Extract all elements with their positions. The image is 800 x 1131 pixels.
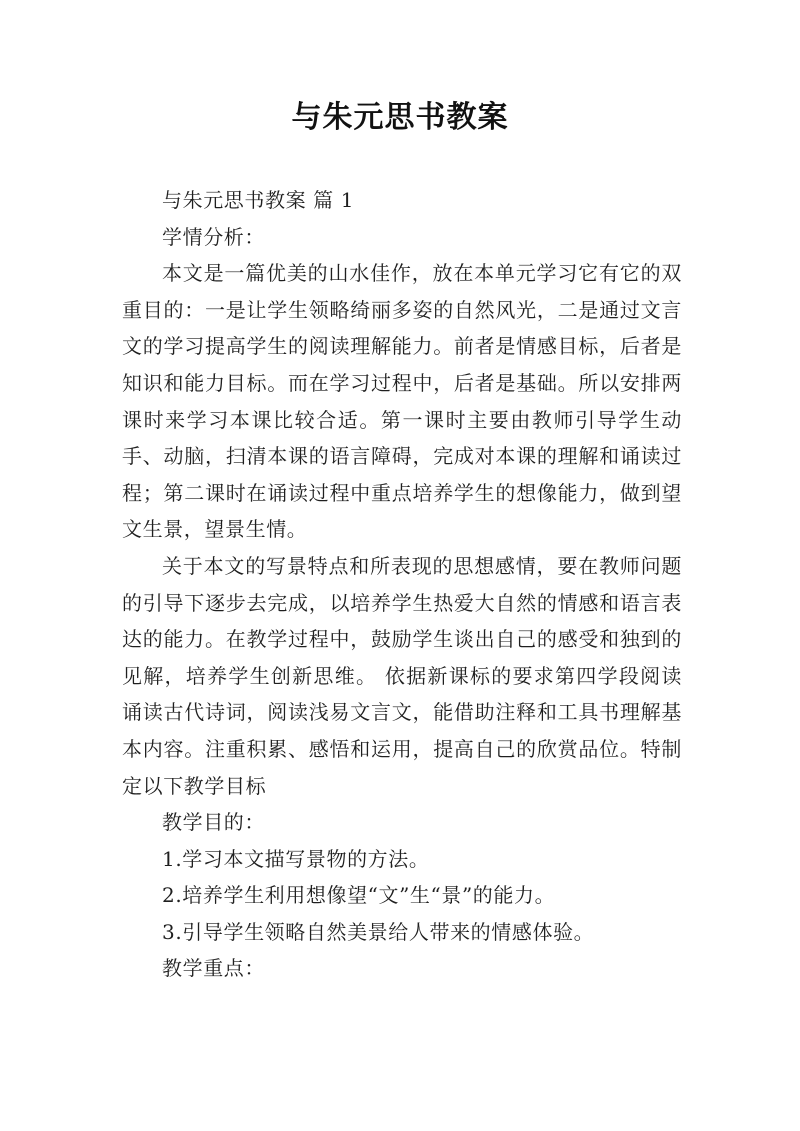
section-heading: 与朱元思书教案 篇 1	[162, 188, 355, 212]
key-points-heading: 教学重点：	[162, 956, 265, 981]
objective-item-3: 3.引导学生领略自然美景给人带来的情感体验。	[162, 919, 595, 944]
document-title: 与朱元思书教案	[291, 100, 509, 135]
document-body	[122, 182, 682, 987]
analysis-paragraph-1: 本文是一篇优美的山水佳作，放在本单元学习它有它的双重目的：一是让学生领略绮丽多姿的自然风光，二是通过文言文的学习提高学生的阅读理解能力。前者是情感目标，后者是知识和能力目标。而在学习过程中，后者是基础。所以安排两课时来学习本课比较合适。第一课时主要由教师引导学生动手、动脑，扫清本课的语言障碍，完成对本课的理解和诵读过程；第二课时在诵读过程中重点培养学生的想像能力，做到望文生景，望景生情。	[122, 261, 682, 542]
objective-item-2: 2.培养学生利用想像望“文”生“景”的能力。	[162, 883, 556, 908]
analysis-heading: 学情分析：	[162, 224, 265, 249]
analysis-paragraph-2: 关于本文的写景特点和所表现的思想感情，要在教师问题的引导下逐步去完成，以培养学生热爱大自然的情感和语言表达的能力。在教学过程中，鼓励学生谈出自己的感受和独到的见解，培养学生创新思维。 依据新课标的要求第四学段阅读 诵读古代诗词，阅读浅易文言文，能借助注释和工具书理解基本内容。注重积累、感悟和运用，提高自己的欣赏品位。特制定以下教学目标	[122, 553, 682, 798]
objectives-heading: 教学目的：	[162, 810, 265, 835]
objective-item-1: 1.学习本文描写景物的方法。	[162, 846, 430, 871]
